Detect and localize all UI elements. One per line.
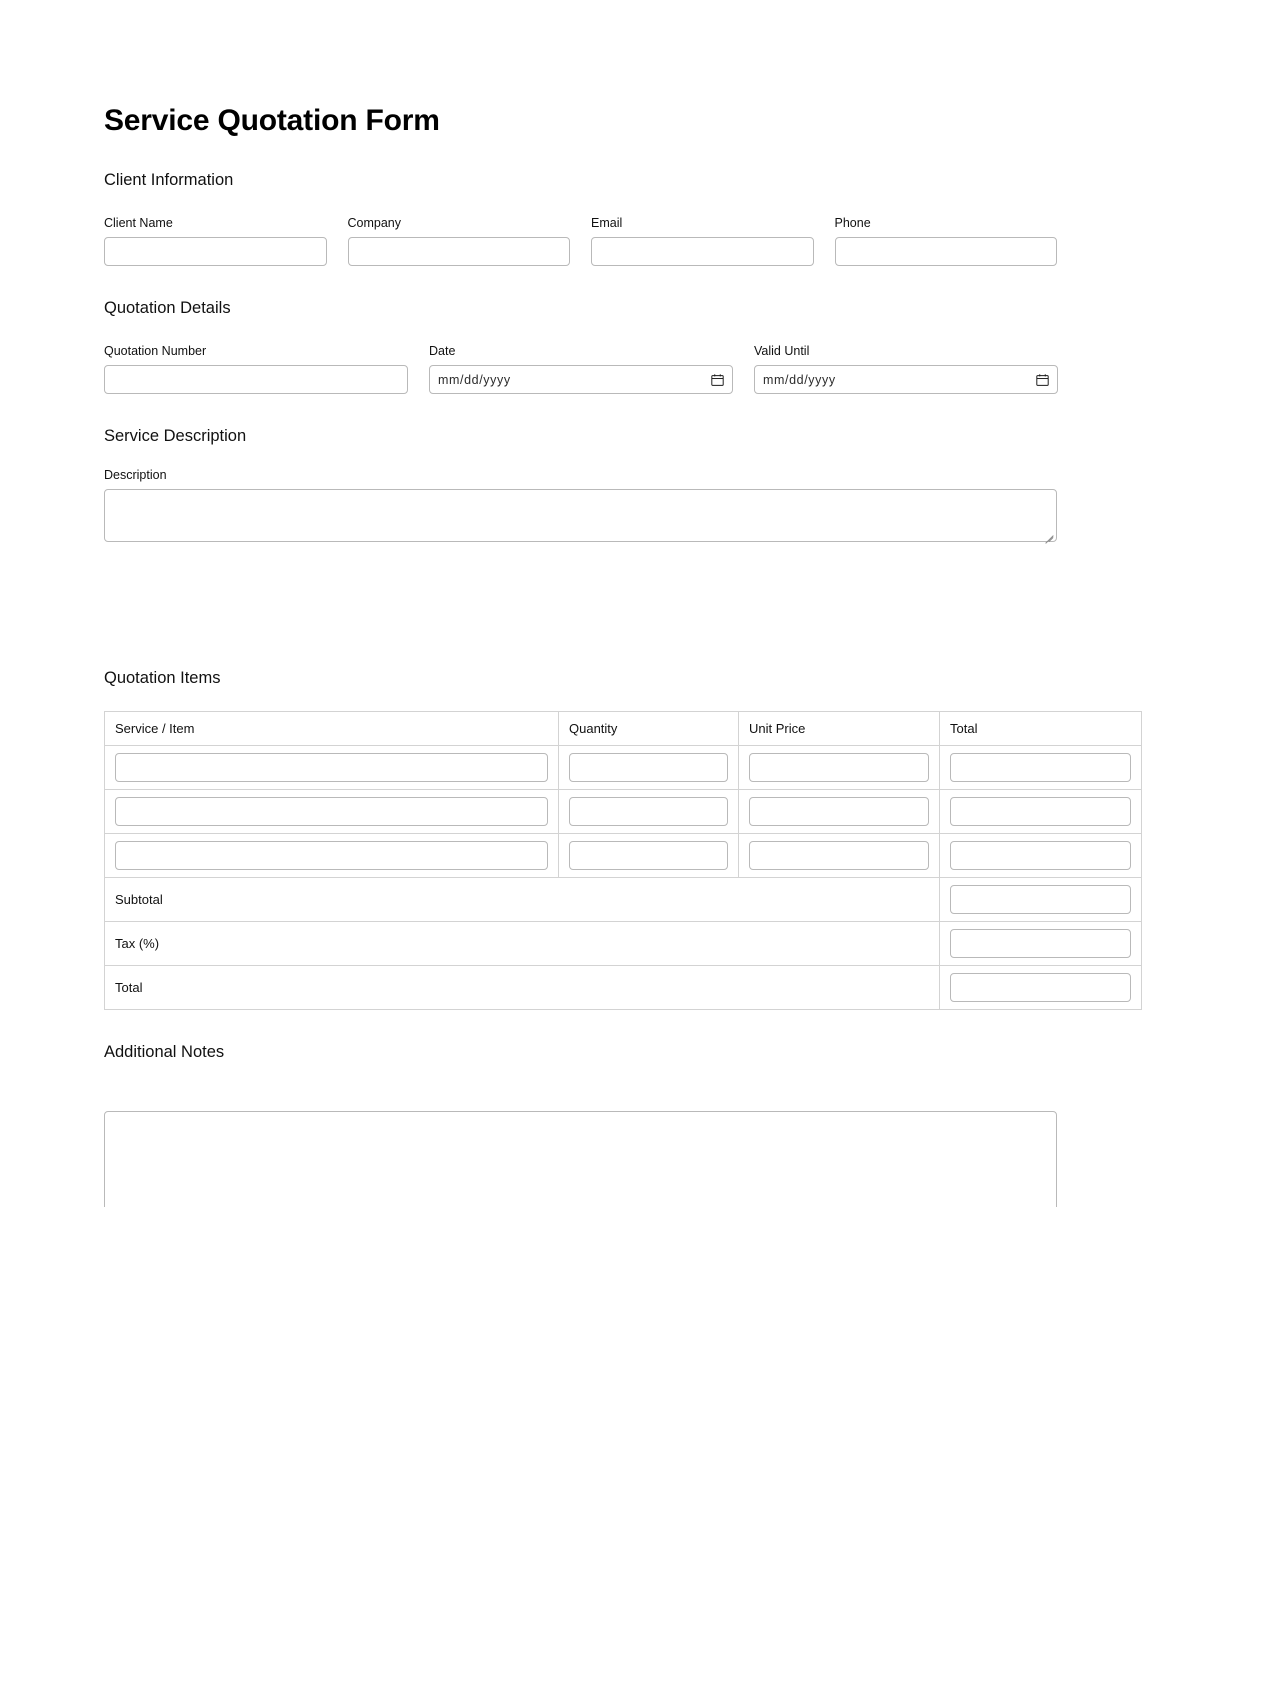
quotation-items-table: [104, 711, 1142, 1010]
date-placeholder-text: mm/dd/yyyy: [438, 372, 511, 387]
label-email: Email: [591, 216, 623, 230]
field-phone: [835, 216, 1058, 266]
summary-row-tax: [105, 922, 1142, 966]
label-description: Description: [104, 468, 167, 482]
column-header-unit-price: Unit Price: [739, 712, 940, 746]
date-input[interactable]: [429, 365, 733, 394]
valid-until-input[interactable]: [754, 365, 1058, 394]
section-heading-service-description: Service Description: [104, 427, 247, 445]
field-date: [429, 344, 733, 394]
subtotal-input[interactable]: [950, 885, 1131, 914]
tax-input[interactable]: [950, 929, 1131, 958]
item-total-input[interactable]: [950, 797, 1131, 826]
page-bottom-clip: [0, 1207, 1263, 1707]
quotation-number-input[interactable]: [104, 365, 408, 394]
client-information-row: [104, 190, 1057, 266]
item-service-input[interactable]: [115, 797, 548, 826]
item-service-input[interactable]: [115, 841, 548, 870]
cell-service-item: [105, 790, 559, 834]
cell-service-item: [105, 834, 559, 878]
label-date: Date: [429, 344, 456, 358]
table-header-row: [105, 712, 1142, 746]
column-header-quantity: Quantity: [559, 712, 739, 746]
label-quotation-number: Quotation Number: [104, 344, 207, 358]
grand-total-input[interactable]: [950, 973, 1131, 1002]
email-input[interactable]: [591, 237, 814, 266]
table-row: [105, 790, 1142, 834]
calendar-icon[interactable]: [1036, 373, 1049, 386]
description-textarea[interactable]: [104, 489, 1057, 542]
section-heading-quotation-details: Quotation Details: [104, 299, 231, 317]
cell-quantity: [559, 790, 739, 834]
section-heading-additional-notes: Additional Notes: [104, 1043, 225, 1061]
description-block: [104, 446, 1057, 542]
field-client-name: [104, 216, 327, 266]
cell-unit-price: [739, 790, 940, 834]
company-input[interactable]: [348, 237, 571, 266]
quotation-details-row: [104, 318, 1057, 394]
label-valid-until: Valid Until: [754, 344, 810, 358]
cell-total: [940, 746, 1142, 790]
cell-total: [940, 834, 1142, 878]
field-valid-until: [754, 344, 1058, 394]
page-title: Service Quotation Form: [104, 104, 440, 137]
label-total: Total: [105, 966, 940, 1010]
cell-total-value: [940, 966, 1142, 1010]
field-quotation-number: [104, 344, 408, 394]
cell-service-item: [105, 746, 559, 790]
valid-until-placeholder-text: mm/dd/yyyy: [763, 372, 836, 387]
cell-unit-price: [739, 834, 940, 878]
label-subtotal: Subtotal: [105, 878, 940, 922]
item-quantity-input[interactable]: [569, 753, 728, 782]
column-header-total: Total: [940, 712, 1142, 746]
label-company: Company: [347, 216, 401, 230]
label-phone: Phone: [834, 216, 871, 230]
item-total-input[interactable]: [950, 841, 1131, 870]
section-heading-quotation-items: Quotation Items: [104, 669, 221, 687]
calendar-icon[interactable]: [711, 373, 724, 386]
client-name-input[interactable]: [104, 237, 327, 266]
column-header-service-item: Service / Item: [105, 712, 559, 746]
table-row: [105, 834, 1142, 878]
item-total-input[interactable]: [950, 753, 1131, 782]
label-client-name: Client Name: [104, 216, 173, 230]
additional-notes-block: [104, 1062, 1057, 1231]
summary-row-total: [105, 966, 1142, 1010]
field-email: [591, 216, 814, 266]
phone-input[interactable]: [835, 237, 1058, 266]
item-service-input[interactable]: [115, 753, 548, 782]
cell-subtotal-value: [940, 878, 1142, 922]
cell-unit-price: [739, 746, 940, 790]
item-unit-price-input[interactable]: [749, 841, 929, 870]
cell-quantity: [559, 834, 739, 878]
summary-row-subtotal: [105, 878, 1142, 922]
item-unit-price-input[interactable]: [749, 797, 929, 826]
item-quantity-input[interactable]: [569, 797, 728, 826]
section-heading-client-information: Client Information: [104, 171, 234, 189]
item-quantity-input[interactable]: [569, 841, 728, 870]
cell-quantity: [559, 746, 739, 790]
table-row: [105, 746, 1142, 790]
cell-tax-value: [940, 922, 1142, 966]
resize-handle-icon[interactable]: [1044, 529, 1055, 540]
quotation-form-page: [104, 0, 1057, 1231]
cell-total: [940, 790, 1142, 834]
label-tax: Tax (%): [105, 922, 940, 966]
item-unit-price-input[interactable]: [749, 753, 929, 782]
field-company: [348, 216, 571, 266]
